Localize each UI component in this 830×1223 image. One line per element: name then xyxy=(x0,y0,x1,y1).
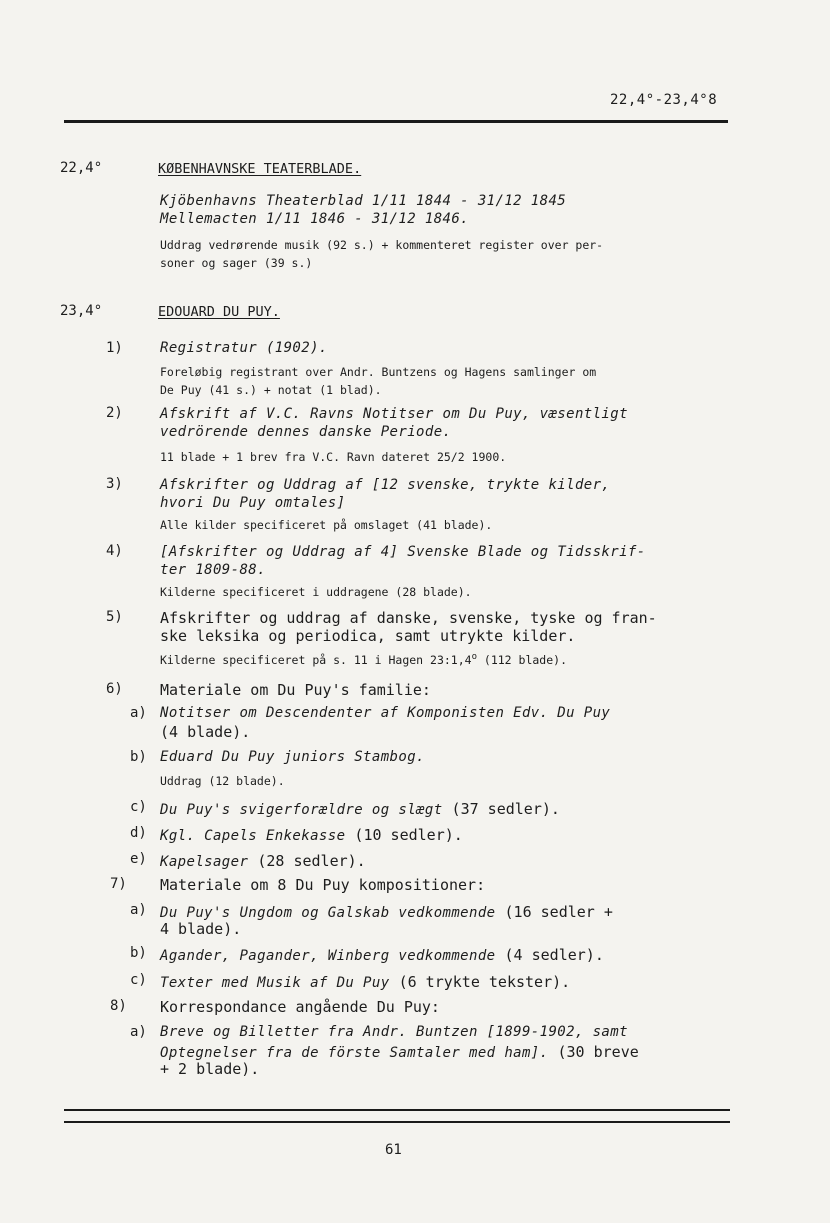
bottom-rule xyxy=(64,1109,730,1111)
section-title: KØBENHAVNSKE TEATERBLADE. xyxy=(158,161,362,177)
subitem-letter: b) xyxy=(130,945,147,961)
subitem-note: Uddrag (12 blade). xyxy=(160,774,285,788)
item-title xyxy=(160,543,720,579)
text-line: ter 1809-88. xyxy=(160,562,266,578)
item-title xyxy=(160,609,720,645)
subitem-line xyxy=(160,945,720,964)
item-note xyxy=(160,653,720,667)
subitem-title: Texter med Musik af Du Puy xyxy=(160,975,390,991)
text-line: soner og sager (39 s.) xyxy=(160,256,313,270)
subitem-line xyxy=(160,799,720,818)
subitem-letter: d) xyxy=(130,825,147,841)
text-line: Kjöbenhavns Theaterblad 1/11 1844 - 31/12 1845 xyxy=(160,193,567,209)
subitem-title: Agander, Pagander, Winberg vedkommende xyxy=(160,948,496,964)
text-line: Foreløbig registrant over Andr. Buntzens og Hagens samlinger om xyxy=(160,365,597,379)
text-line: Uddrag vedrørende musik (92 s.) + kommenteret register over per- xyxy=(160,238,604,252)
item-title: Materiale om Du Puy's familie: xyxy=(160,681,431,699)
item-number: 6) xyxy=(106,681,123,697)
item-number: 5) xyxy=(106,609,123,625)
subitem-line xyxy=(160,851,720,870)
text-line: De Puy (41 s.) + notat (1 blad). xyxy=(160,383,382,397)
archive-code-header: 22,4°-23,4°8 xyxy=(610,92,718,108)
item-number: 4) xyxy=(106,543,123,559)
top-rule xyxy=(64,120,728,123)
subitem-line xyxy=(160,972,720,991)
subitem-title: Breve og Billetter fra Andr. Buntzen [1899-1902, samt xyxy=(160,1024,628,1040)
subitem-count: (4 sedler). xyxy=(495,946,604,964)
text-line: vedrörende dennes danske Periode. xyxy=(160,424,452,440)
text-segment: (112 blade). xyxy=(476,653,567,667)
text-line: Afskrift af V.C. Ravns Notitser om Du Puy, væsentligt xyxy=(160,406,628,422)
text-line: Afskrifter og uddrag af danske, svenske, tyske og fran- xyxy=(160,609,657,627)
item-title: Korrespondance angående Du Puy: xyxy=(160,998,440,1016)
subitem-title: Kgl. Capels Enkekasse xyxy=(160,828,346,844)
subitem-letter: a) xyxy=(130,1024,147,1040)
subitem-count: (30 breve xyxy=(548,1043,639,1061)
subitem-count: (4 blade). xyxy=(160,723,251,741)
item-number: 2) xyxy=(106,405,123,421)
subitem-letter: c) xyxy=(130,799,147,815)
page-number: 61 xyxy=(385,1142,402,1158)
section-code: 23,4° xyxy=(60,303,103,319)
subitem-letter: a) xyxy=(130,902,147,918)
subitem-count: (10 sedler). xyxy=(345,826,463,844)
subitem-count: (16 sedler + xyxy=(495,903,613,921)
subitem-line xyxy=(160,1042,720,1061)
subitem-letter: a) xyxy=(130,705,147,721)
subitem-title: Optegnelser fra de förste Samtaler med ham]. xyxy=(160,1045,549,1061)
text-line: ske leksika og periodica, samt utrykte kilder. xyxy=(160,627,576,645)
subitem-title: Eduard Du Puy juniors Stambog. xyxy=(160,749,425,765)
subitem-letter: c) xyxy=(130,972,147,988)
subitem-count: (37 sedler). xyxy=(442,800,560,818)
item-title: Registratur (1902). xyxy=(160,340,328,356)
text-line: [Afskrifter og Uddrag af 4] Svenske Blade og Tidsskrif- xyxy=(160,544,646,560)
item-note: Alle kilder specificeret på omslaget (41 blade). xyxy=(160,518,493,532)
subitem-title: Du Puy's svigerforældre og slægt xyxy=(160,802,443,818)
subitem-line xyxy=(160,902,720,921)
subitem-letter: e) xyxy=(130,851,147,867)
item-number: 8) xyxy=(110,998,127,1014)
section-code: 22,4° xyxy=(60,160,103,176)
degree-mark: o xyxy=(471,652,477,663)
subitem-title: Notitser om Descendenter af Komponisten Edv. Du Puy xyxy=(160,705,611,721)
section-title: EDOUARD DU PUY. xyxy=(158,304,280,320)
subitem-title: Kapelsager xyxy=(160,854,249,870)
item-note xyxy=(160,363,720,399)
subitem-title: Du Puy's Ungdom og Galskab vedkommende xyxy=(160,905,496,921)
subitem-count: + 2 blade). xyxy=(160,1060,260,1078)
item-number: 1) xyxy=(106,340,123,356)
bottom-rule xyxy=(64,1121,730,1123)
text-line: Afskrifter og Uddrag af [12 svenske, trykte kilder, xyxy=(160,477,611,493)
section-note xyxy=(160,236,720,272)
section-description xyxy=(160,192,720,228)
text-line: Mellemacten 1/11 1846 - 31/12 1846. xyxy=(160,211,470,227)
subitem-count: (6 trykte tekster). xyxy=(389,973,571,991)
item-title xyxy=(160,476,720,512)
item-number: 7) xyxy=(110,876,127,892)
subitem-count: (28 sedler). xyxy=(248,852,366,870)
item-note: Kilderne specificeret i uddragene (28 blade). xyxy=(160,585,472,599)
subitem-line xyxy=(160,825,720,844)
text-line: hvori Du Puy omtales] xyxy=(160,495,346,511)
item-number: 3) xyxy=(106,476,123,492)
item-title xyxy=(160,405,720,441)
text-segment: Kilderne specificeret på s. 11 i Hagen 23:1,4 xyxy=(160,653,472,667)
subitem-count: 4 blade). xyxy=(160,920,242,938)
subitem-letter: b) xyxy=(130,749,147,765)
item-note: 11 blade + 1 brev fra V.C. Ravn dateret 25/2 1900. xyxy=(160,450,507,464)
item-title: Materiale om 8 Du Puy kompositioner: xyxy=(160,876,486,894)
